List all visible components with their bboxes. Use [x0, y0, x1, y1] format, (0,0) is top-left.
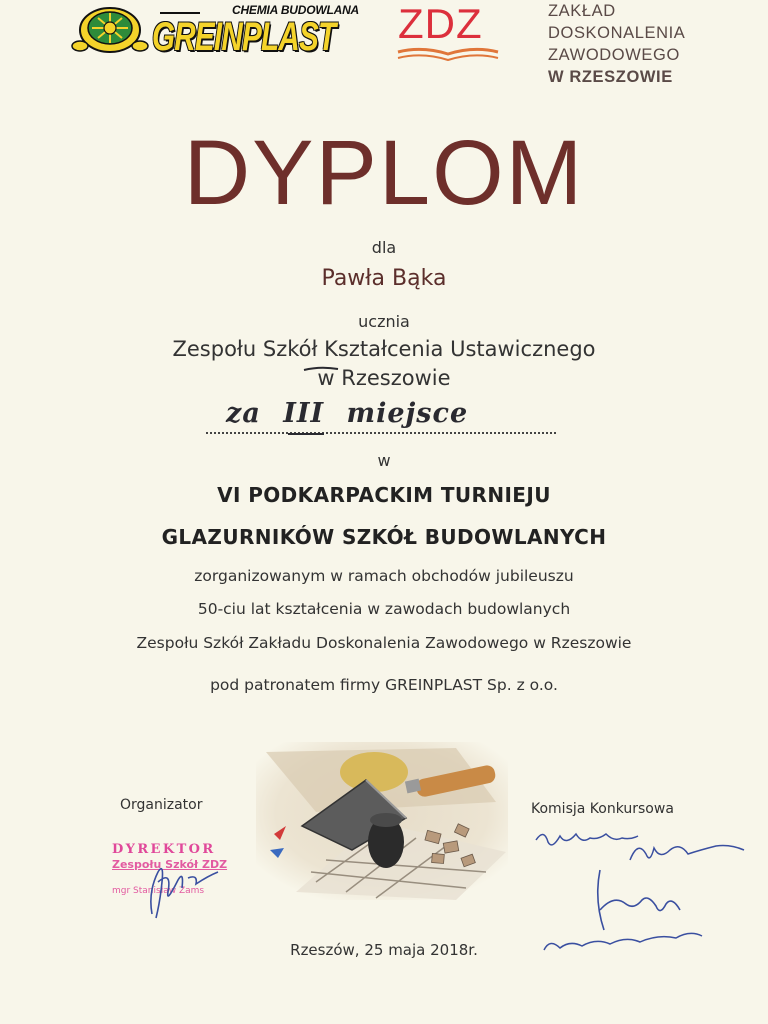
zdz-full-name [548, 0, 685, 88]
event-title-line2: GLAZURNIKÓW SZKÓŁ BUDOWLANYCH [161, 525, 607, 549]
zdz-name-line: W RZESZOWIE [548, 68, 673, 86]
stamp-line3: mgr Stanisław Zams [112, 886, 205, 896]
greinplast-logo [66, 0, 366, 64]
stamp-line2: Zespołu Szkół ZDZ [112, 858, 228, 871]
zdz-wordmark: ZDZ [398, 0, 483, 47]
school-name-line1: Zespołu Szkół Kształcenia Ustawicznego [172, 337, 596, 361]
for-label: dla [371, 238, 397, 257]
description-line3: Zespołu Szkół Zakładu Doskonalenia Zawodowego w Rzeszowie [136, 634, 632, 652]
committee-signatures [530, 820, 750, 960]
turtle-mascot-icon [70, 0, 150, 60]
school-name-line2: w Rzeszowie [317, 366, 451, 390]
diploma-title: DYPLOM [183, 122, 585, 224]
committee-label: Komisja Konkursowa [531, 801, 674, 817]
tagline-rule [160, 12, 200, 14]
award-dotted-line [206, 432, 556, 434]
award-handwriting [226, 398, 468, 429]
greinplast-wordmark: GREINPLAST [152, 15, 336, 59]
issue-date: Rzeszów, 25 maja 2018r. [290, 941, 478, 959]
patron-line: pod patronatem firmy GREINPLAST Sp. z o.o. [210, 676, 558, 694]
zdz-name-line: DOSKONALENIA [548, 24, 686, 42]
award-za: za [226, 398, 261, 429]
zdz-name-line: ZAKŁAD [548, 2, 616, 20]
handwritten-underline [302, 365, 340, 373]
tiling-tools-illustration [256, 742, 508, 900]
award-place: III [283, 398, 325, 429]
stamp-line1: DYREKTOR [112, 842, 216, 857]
zdz-logo [394, 0, 504, 64]
handwritten-underline [286, 430, 326, 438]
organizer-label: Organizator [120, 797, 203, 813]
greinplast-tagline: CHEMIA BUDOWLANA [232, 3, 360, 17]
open-book-icon [396, 44, 500, 64]
in-label: w [377, 451, 391, 470]
event-title-line1: VI PODKARPACKIM TURNIEJU [217, 483, 551, 507]
description-line2: 50-ciu lat kształcenia w zawodach budowlanych [197, 600, 571, 618]
organizer-signature [138, 852, 228, 922]
award-miejsce: miejsce [346, 398, 469, 429]
description-line1: zorganizowanym w ramach obchodów jubileuszu [194, 567, 574, 585]
recipient-name: Pawła Bąka [321, 266, 447, 291]
pupil-label: ucznia [358, 312, 410, 331]
zdz-name-line: ZAWODOWEGO [548, 46, 680, 64]
